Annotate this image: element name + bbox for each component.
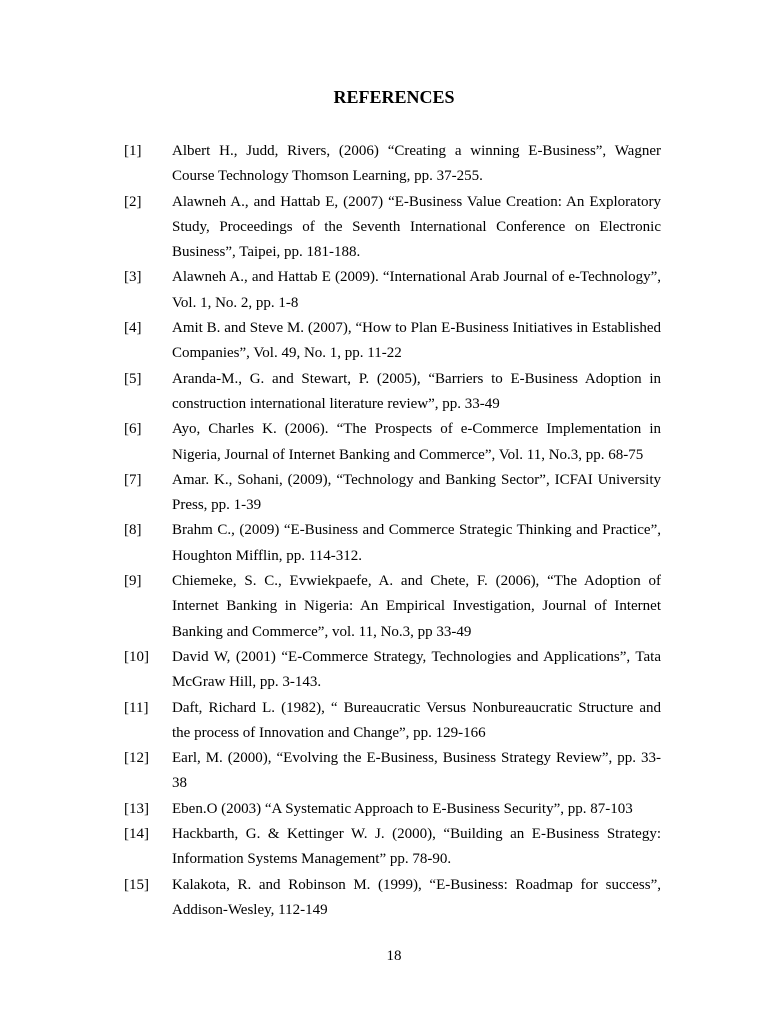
reference-text: Brahm C., (2009) “E-Business and Commerce Strategic Thinking and Practice”, Houghton Mifflin, pp. 114-312. xyxy=(172,522,661,564)
reference-text: Ayo, Charles K. (2006). “The Prospects of e-Commerce Implementation in Nigeria, Journal of Internet Banking and Commerce”, Vol. 11, No.3, pp. 68-75 xyxy=(172,421,661,463)
reference-text: Amit B. and Steve M. (2007), “How to Plan E-Business Initiatives in Established Companies”, Vol. 49, No. 1, pp. 11-22 xyxy=(172,320,661,362)
reference-number: [1] xyxy=(124,143,142,159)
reference-number: [2] xyxy=(124,193,142,210)
page-title: REFERENCES xyxy=(333,87,455,107)
reference-list xyxy=(0,139,768,923)
reference-text: David W, (2001) “E-Commerce Strategy, Technologies and Applications”, Tata McGraw Hill, pp. 3-143. xyxy=(172,648,661,691)
reference-text: Hackbarth, G. & Kettinger W. J. (2000), “Building an E-Business Strategy: Information Systems Management” pp. 78-90. xyxy=(172,826,661,868)
reference-text: Chiemeke, S. C., Evwiekpaefe, A. and Chete, F. (2006), “The Adoption of Internet Banking in Nigeria: An Empirical Investigation, Journal of Internet Banking and Commerce”, vol. 11, No.3, pp 33-49 xyxy=(172,573,661,640)
reference-text: Kalakota, R. and Robinson M. (1999), “E-Business: Roadmap for success”, Addison-Wesley, 112-149 xyxy=(172,876,661,918)
reference-item-10 xyxy=(0,645,768,696)
reference-item-3 xyxy=(0,265,768,316)
page-number: 18 xyxy=(386,948,402,964)
reference-number: [8] xyxy=(124,522,142,539)
reference-number: [10] xyxy=(124,648,149,665)
reference-item-8 xyxy=(0,518,768,569)
reference-text: Albert H., Judd, Rivers, (2006) “Creating a winning E-Business”, Wagner Course Technology Thomson Learning, pp. 37-255. xyxy=(172,143,661,185)
reference-number: [9] xyxy=(124,573,142,590)
reference-text: Daft, Richard L. (1982), “ Bureaucratic Versus Nonbureaucratic Structure and the process of Innovation and Change”, pp. 129-166 xyxy=(172,699,661,741)
reference-number: [15] xyxy=(124,876,149,893)
reference-item-13 xyxy=(0,797,768,822)
reference-item-15 xyxy=(0,873,768,924)
reference-item-12 xyxy=(0,746,768,797)
reference-item-1 xyxy=(0,139,768,190)
reference-number: [3] xyxy=(124,269,142,286)
reference-item-5 xyxy=(0,367,768,418)
reference-number: [11] xyxy=(124,699,149,716)
reference-number: [7] xyxy=(124,471,142,488)
reference-item-6 xyxy=(0,417,768,468)
reference-item-11 xyxy=(0,696,768,747)
reference-text: Alawneh A., and Hattab E, (2007) “E-Business Value Creation: An Exploratory Study, Proceedings of the Seventh International Conference on Electronic Business”, Taipei, pp. 181-188. xyxy=(172,193,661,261)
reference-number: [14] xyxy=(124,826,149,843)
reference-text: Amar. K., Sohani, (2009), “Technology and Banking Sector”, ICFAI University Press, pp. 1-39 xyxy=(172,471,661,514)
reference-number: [4] xyxy=(124,320,142,337)
reference-text: Eben.O (2003) “A Systematic Approach to E-Business Security”, pp. 87-103 xyxy=(172,800,633,817)
reference-number: [6] xyxy=(124,421,142,438)
reference-item-14 xyxy=(0,822,768,873)
reference-text: Earl, M. (2000), “Evolving the E-Business, Business Strategy Review”, pp. 33-38 xyxy=(172,750,661,792)
reference-text: Aranda-M., G. and Stewart, P. (2005), “Barriers to E-Business Adoption in construction international literature review”, pp. 33-49 xyxy=(172,370,661,412)
reference-item-7 xyxy=(0,468,768,519)
reference-item-9 xyxy=(0,569,768,645)
reference-item-2 xyxy=(0,190,768,266)
reference-number: [12] xyxy=(124,750,149,767)
reference-number: [5] xyxy=(124,370,142,387)
reference-item-4 xyxy=(0,316,768,367)
reference-text: Alawneh A., and Hattab E (2009). “International Arab Journal of e-Technology”, Vol. 1, No. 2, pp. 1-8 xyxy=(172,269,661,311)
reference-number: [13] xyxy=(124,800,149,817)
